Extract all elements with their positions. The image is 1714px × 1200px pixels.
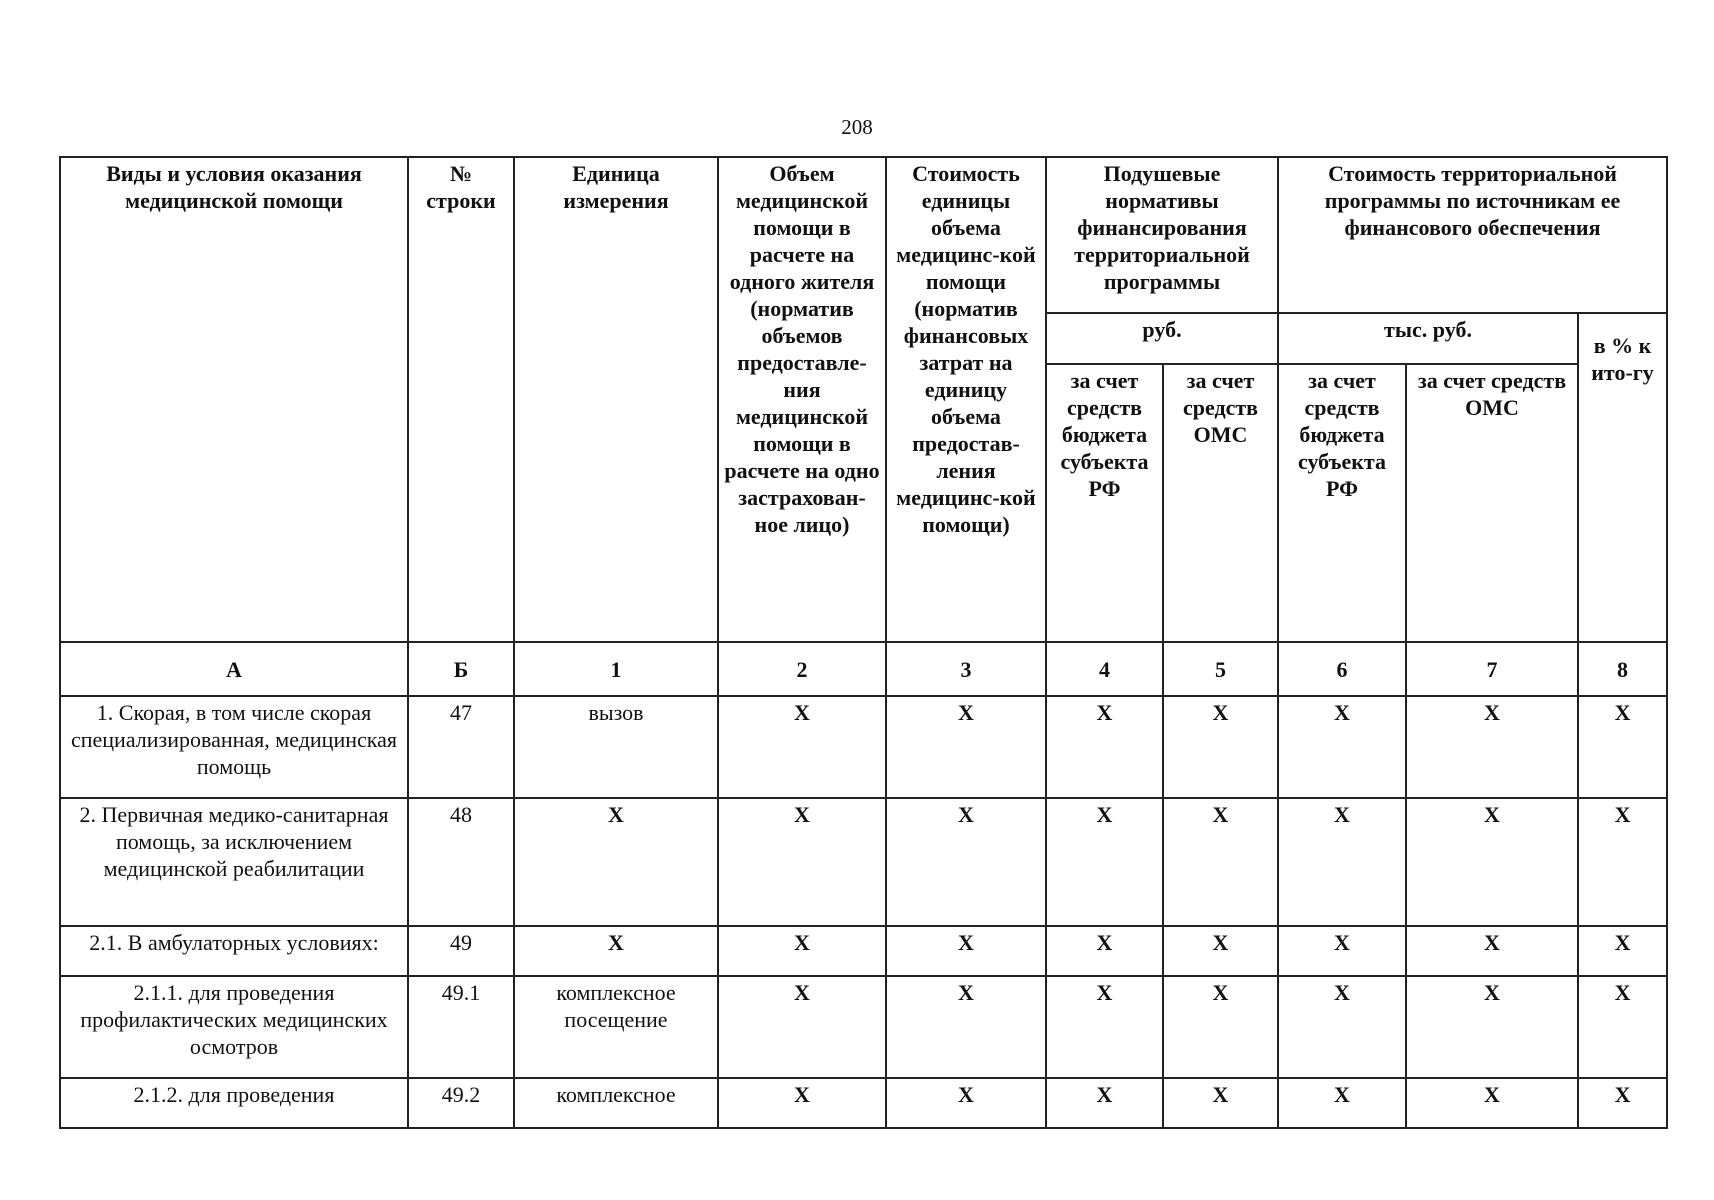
header-per-capita-group: Подушевые нормативы финансирования территориальной программы <box>1046 157 1278 313</box>
row-line-number: 48 <box>408 798 514 926</box>
row-line-number: 49 <box>408 926 514 976</box>
row-unit: комплексное <box>514 1078 718 1128</box>
row-value: X <box>1406 798 1578 926</box>
header-thous-budget: за счет средств бюджета субъекта РФ <box>1278 364 1406 642</box>
table-row <box>60 976 1667 1078</box>
column-number: 6 <box>1278 642 1406 696</box>
row-value: X <box>1278 976 1406 1078</box>
header-percent: в % к ито-гу <box>1578 313 1667 642</box>
row-value: X <box>886 1078 1046 1128</box>
row-value: X <box>1278 1078 1406 1128</box>
row-line-number: 47 <box>408 696 514 798</box>
row-value: X <box>1046 926 1163 976</box>
row-value: X <box>1578 696 1667 798</box>
row-name: 2.1.2. для проведения <box>60 1078 408 1128</box>
row-value: X <box>1163 976 1278 1078</box>
column-number: А <box>60 642 408 696</box>
header-volume: Объем медицинской помощи в расчете на одного жителя (норматив объемов предоставле-ния медицинской помощи в расчете на одно застрахован-ное лицо) <box>718 157 886 642</box>
row-value: X <box>1163 1078 1278 1128</box>
row-value: X <box>718 976 886 1078</box>
row-value: X <box>1406 926 1578 976</box>
column-number: 5 <box>1163 642 1278 696</box>
row-value: X <box>1046 976 1163 1078</box>
header-rub-budget: за счет средств бюджета субъекта РФ <box>1046 364 1163 642</box>
row-unit: X <box>514 798 718 926</box>
row-value: X <box>718 1078 886 1128</box>
row-value: X <box>1578 976 1667 1078</box>
financing-table <box>59 156 1668 1129</box>
row-value: X <box>886 798 1046 926</box>
row-value: X <box>718 926 886 976</box>
row-value: X <box>1278 798 1406 926</box>
row-value: X <box>718 696 886 798</box>
row-value: X <box>886 926 1046 976</box>
column-number: 1 <box>514 642 718 696</box>
row-unit: комплексное посещение <box>514 976 718 1078</box>
header-program-cost-group: Стоимость территориальной программы по источникам ее финансового обеспечения <box>1278 157 1667 313</box>
row-value: X <box>1406 976 1578 1078</box>
row-line-number: 49.2 <box>408 1078 514 1128</box>
row-value: X <box>1578 1078 1667 1128</box>
header-thous-oms: за счет средств ОМС <box>1406 364 1578 642</box>
row-value: X <box>886 976 1046 1078</box>
header-thous-rub: тыс. руб. <box>1278 313 1578 364</box>
column-number: 4 <box>1046 642 1163 696</box>
column-number: Б <box>408 642 514 696</box>
column-number: 2 <box>718 642 886 696</box>
row-name: 2. Первичная медико-санитарная помощь, за исключением медицинской реабилитации <box>60 798 408 926</box>
row-value: X <box>1406 696 1578 798</box>
row-value: X <box>718 798 886 926</box>
column-number: 3 <box>886 642 1046 696</box>
column-number: 8 <box>1578 642 1667 696</box>
row-value: X <box>1278 926 1406 976</box>
table-row <box>60 798 1667 926</box>
row-value: X <box>1163 696 1278 798</box>
row-name: 2.1.1. для проведения профилактических медицинских осмотров <box>60 976 408 1078</box>
table-row <box>60 1078 1667 1128</box>
header-rub: руб. <box>1046 313 1278 364</box>
row-value: X <box>1578 926 1667 976</box>
row-value: X <box>1278 696 1406 798</box>
row-name: 1. Скорая, в том числе скорая специализированная, медицинская помощь <box>60 696 408 798</box>
header-types-of-care: Виды и условия оказания медицинской помощи <box>60 157 408 642</box>
column-number: 7 <box>1406 642 1578 696</box>
header-rub-oms: за счет средств ОМС <box>1163 364 1278 642</box>
table-row <box>60 926 1667 976</box>
row-name: 2.1. В амбулаторных условиях: <box>60 926 408 976</box>
header-line-number: № строки <box>408 157 514 642</box>
row-unit: X <box>514 926 718 976</box>
row-unit: вызов <box>514 696 718 798</box>
header-unit-cost: Стоимость единицы объема медицинс-кой помощи (норматив финансовых затрат на единицу объема предостав-ления медицинс-кой помощи) <box>886 157 1046 642</box>
header-unit: Единица измерения <box>514 157 718 642</box>
row-value: X <box>1046 1078 1163 1128</box>
table-row <box>60 696 1667 798</box>
row-value: X <box>1046 798 1163 926</box>
row-value: X <box>1406 1078 1578 1128</box>
page-number: 208 <box>841 115 873 139</box>
row-value: X <box>1163 798 1278 926</box>
row-value: X <box>886 696 1046 798</box>
row-value: X <box>1578 798 1667 926</box>
row-value: X <box>1046 696 1163 798</box>
row-line-number: 49.1 <box>408 976 514 1078</box>
row-value: X <box>1163 926 1278 976</box>
